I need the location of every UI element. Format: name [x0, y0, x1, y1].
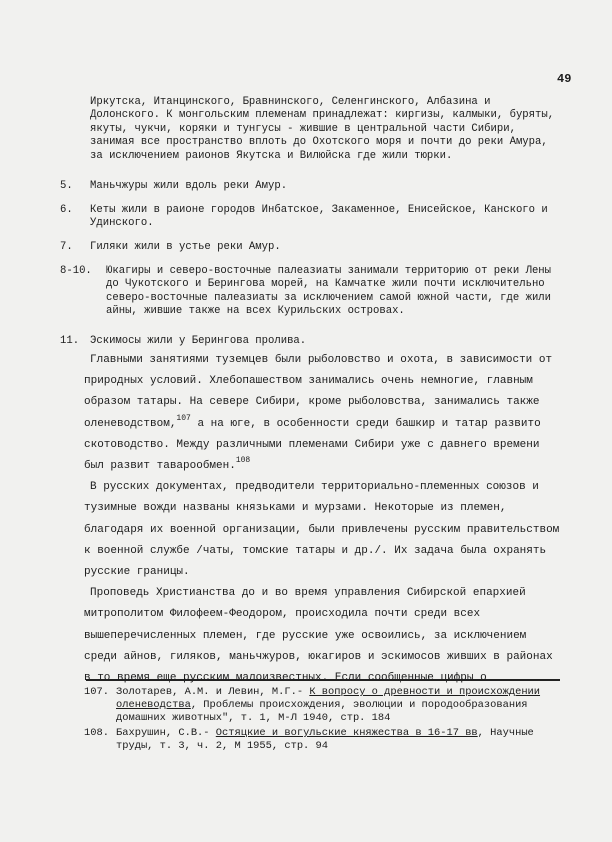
- paragraph: Проповедь Христианства до и во время управления Сибирской епархией митрополитом Филофеем-Феодором, происходила почти среди всех вышеперечисленных племен, где русские уже освоились, за исключением среди айнов, гиляков, маньчжуров, юкагиров и эскимосов живших в районах в то время еще русским малоизвестных. Если сообщенные цифры о: [84, 587, 553, 685]
- list-item-number: 6.: [60, 204, 73, 216]
- paragraph-text: а на юге, в особенности среди башкир и татар развито скотоводство. Между различными племенами Сибири уже с давнего времени был развит таварообмен.: [84, 417, 541, 473]
- list-item-text: Маньчжуры жили вдоль реки Амур.: [90, 180, 288, 192]
- footnote-text: [116, 727, 564, 753]
- footnote-source: , Научные труды, т. 3, ч. 2, М 1955, стр. 94: [116, 727, 534, 752]
- footnote: [84, 686, 564, 725]
- list-item-number: 7.: [60, 241, 73, 253]
- list-item-text: Эскимосы жили у Берингова пролива.: [90, 335, 307, 347]
- footnote-ref[interactable]: 107: [176, 413, 191, 423]
- list-item: [60, 204, 560, 231]
- footnote-number: 107.: [84, 686, 109, 698]
- list-item-text: Гиляки жили в устье реки Амур.: [90, 241, 281, 253]
- footnote-divider: [86, 679, 560, 681]
- list-item: [60, 265, 560, 319]
- list-item-number: 11.: [60, 335, 80, 347]
- footnote-text: [116, 686, 564, 725]
- footnote-title: К вопросу о древности и происхождении оленеводства: [116, 686, 541, 711]
- footnote-number: 108.: [84, 727, 109, 739]
- footnote-source: , Проблемы происхождения, эволюции и породообразования домашних животных", т. 1, М-Л 1940, стр. 184: [116, 699, 528, 724]
- list-item-number: 5.: [60, 180, 73, 192]
- list-item: [60, 241, 560, 254]
- paragraph: [84, 350, 560, 477]
- list-item: [60, 335, 560, 348]
- footnote-author: Золотарев, А.М. и Левин, М.Г.-: [116, 686, 304, 698]
- list-intro-text: Иркутска, Итанцинского, Бравнинского, Селенгинского, Албазина и Долонского. К монгольским племенам принадлежат: киргизы, калмыки, буряты, якуты, чукчи, коряки и тунгусы - жившие в центральной части Сибири, занимая все пространство вплоть до Охотского моря и почти до реки Амура, за исключением раионов Якутска и Вилюйска где жили тюрки.: [90, 96, 555, 162]
- footnote-ref[interactable]: 108: [235, 456, 251, 466]
- body-text: [84, 350, 560, 689]
- footnote-title: Остяцкие и вогульские княжества в 16-17 вв: [215, 727, 478, 739]
- footnote: [84, 727, 564, 753]
- list-item: [60, 180, 560, 193]
- page-number: 49: [557, 72, 572, 86]
- list-item-number: 8-10.: [60, 265, 92, 277]
- list-item-text: Кеты жили в раионе городов Инбатское, Закаменное, Енисейское, Канского и Удинского.: [90, 204, 548, 230]
- paragraph-text: Главными занятиями туземцев были рыболовство и охота, в зависимости от природных условий. Хлебопашеством занимались очень немногие, главным образом татары. На севере Сибири, кроме рыболовства, занимались также оленеводством,: [84, 354, 553, 430]
- paragraph: В русских документах, предводители территориально-племенных союзов и тузимные вожди названы князьками и мурзами. Некоторые из племен, благодаря их военной организации, были привлечены русским правительством к военной службе /чаты, томские татары и др./. Их задача была охранять русские границы.: [84, 481, 560, 579]
- list-item-text: Юкагиры и северо-восточные палеазиаты занимали территорию от реки Лены до Чукотского и Берингова морей, на Камчатке жили почти исключительно северо-восточные палеазиаты за исключением самой южной части, где жили айны, жившие также на всех Курильских островах.: [106, 265, 552, 318]
- footnote-author: Бахрушин, С.В.-: [116, 727, 210, 739]
- list-intro: [60, 96, 560, 163]
